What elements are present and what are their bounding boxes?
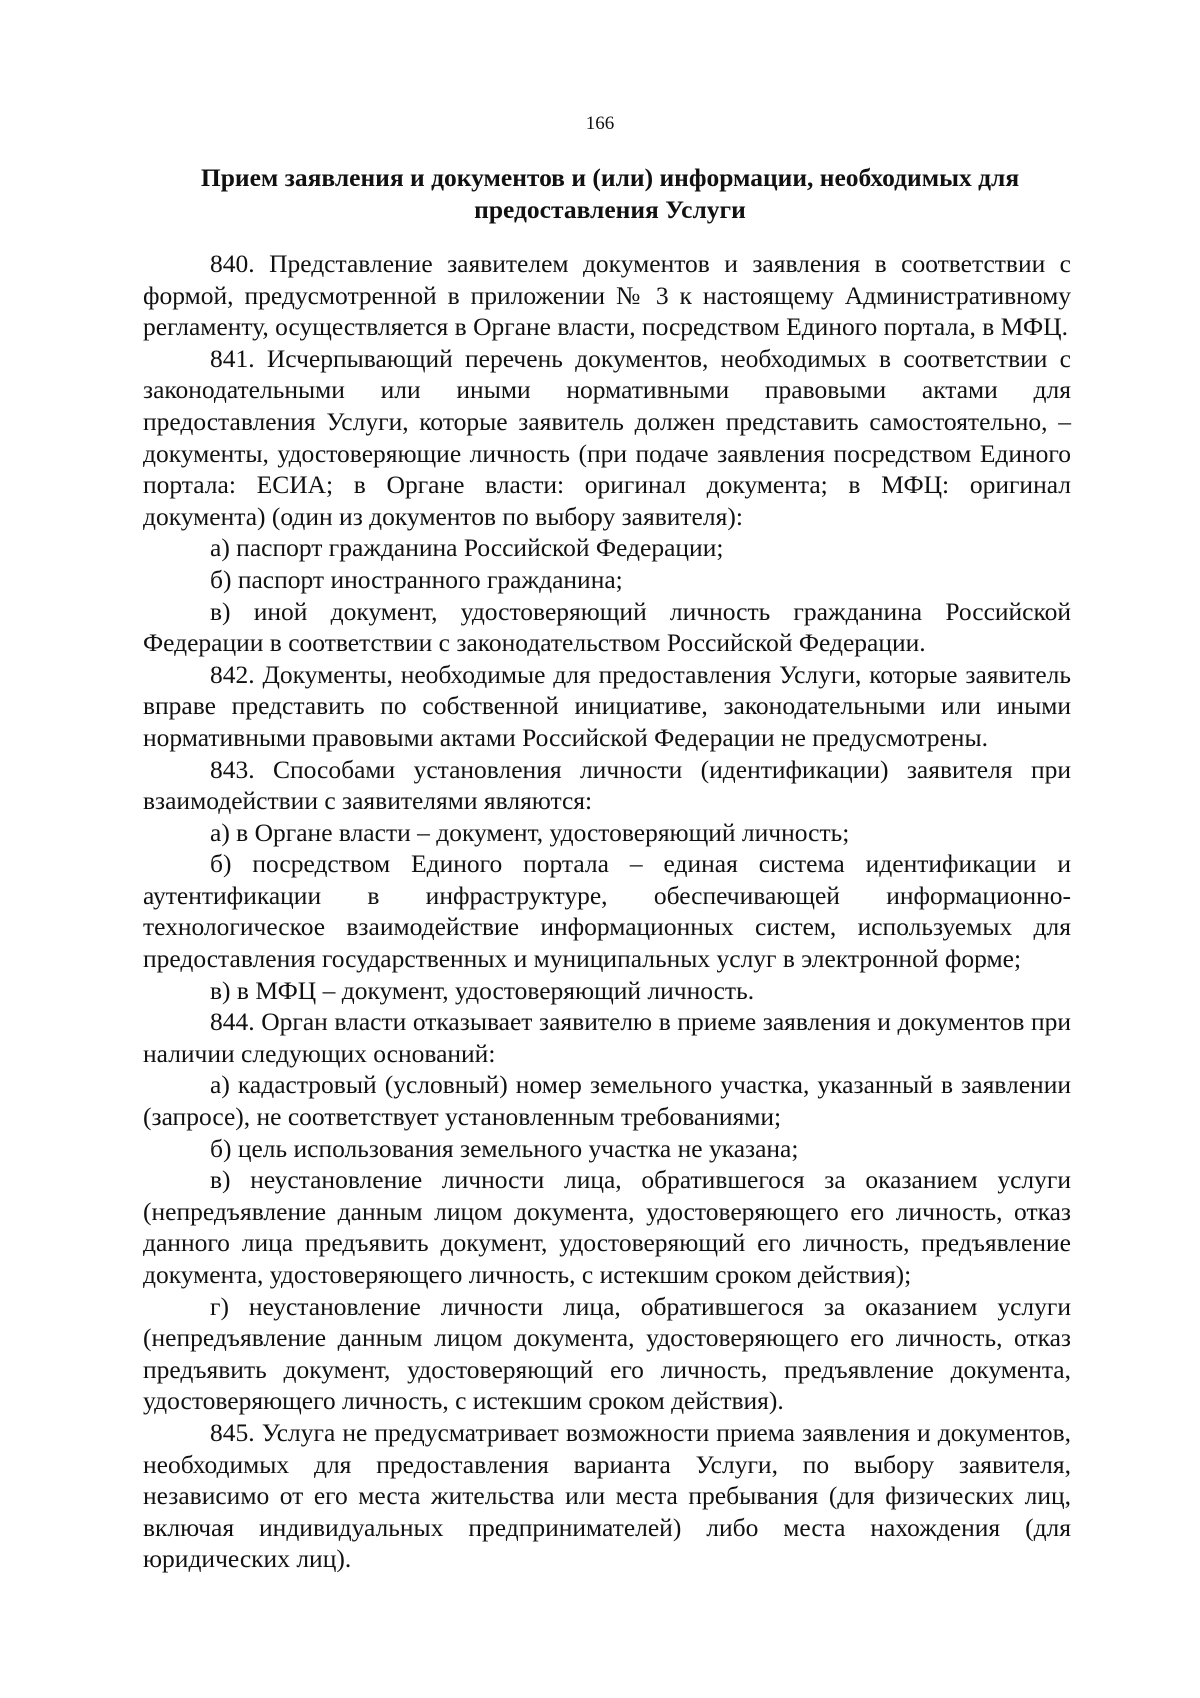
list-item-841-b: б) паспорт иностранного гражданина;	[210, 564, 623, 594]
list-item-843-b: б) посредством Единого портала – единая система идентификации и аутентификации в инфраструктуре, обеспечивающей информационно-технологическое взаимодействие информационных систем, используемых для предоставления государственных и муниципальных услуг в электронной форме;	[143, 849, 1071, 974]
list-item-843-v: в) в МФЦ – документ, удостоверяющий личность.	[210, 975, 755, 1005]
list-item-844-v: в) неустановление личности лица, обратившегося за оказанием услуги (непредъявление данным лицом документа, удостоверяющего его личность, отказ данного лица предъявить документ, удостоверяющий его личность, предъявление документа, удостоверяющего личность, с истекшим сроком действия);	[143, 1165, 1071, 1289]
list-item-844-a: а) кадастровый (условный) номер земельного участка, указанный в заявлении (запросе), не соответствует установленным требованиями;	[143, 1070, 1071, 1132]
paragraph-840: 840. Представление заявителем документов и заявления в соответствии с формой, предусмотренной в приложении № 3 к настоящему Административному регламенту, осуществляется в Органе власти, посредством Единого портала, в МФЦ.	[143, 249, 1071, 342]
paragraph-843: 843. Способами установления личности (идентификации) заявителя при взаимодействии с заявителями являются:	[143, 754, 1071, 816]
list-item-843-a: а) в Органе власти – документ, удостоверяющий личность;	[210, 817, 850, 847]
list-item-844-b: б) цель использования земельного участка не указана;	[210, 1133, 799, 1163]
document-body	[143, 248, 1071, 1575]
paragraph-841: 841. Исчерпывающий перечень документов, необходимых в соответствии с законодательными или иными нормативными правовыми актами для предоставления Услуги, которые заявитель должен представить самостоятельно, – документы, удостоверяющие личность (при подаче заявления посредством Единого портала: ЕСИА; в Органе власти: оригинал документа; в МФЦ: оригинал документа) (один из документов по выбору заявителя):	[143, 343, 1071, 531]
list-item-844-g: г) неустановление личности лица, обратившегося за оказанием услуги (непредъявление данным лицом документа, удостоверяющего его личность, отказ предъявить документ, удостоверяющий его личность, предъявление документа, удостоверяющего личность, с истекшим сроком действия).	[143, 1291, 1071, 1416]
list-item-841-a: а) паспорт гражданина Российской Федерации;	[210, 533, 724, 563]
list-item-841-v: в) иной документ, удостоверяющий личность гражданина Российской Федерации в соответствии с законодательством Российской Федерации.	[143, 596, 1071, 658]
paragraph-844: 844. Орган власти отказывает заявителю в приеме заявления и документов при наличии следующих оснований:	[143, 1007, 1071, 1068]
section-heading: Прием заявления и документов и (или) информации, необходимых для предоставления Услуги	[200, 163, 1020, 224]
page-number: 166	[585, 113, 615, 134]
paragraph-845: 845. Услуга не предусматривает возможности приема заявления и документов, необходимых для предоставления варианта Услуги, по выбору заявителя, независимо от его места жительства или места пребывания (для физических лиц, включая индивидуальных предпринимателей) либо места нахождения (для юридических лиц).	[143, 1417, 1071, 1574]
paragraph-842: 842. Документы, необходимые для предоставления Услуги, которые заявитель вправе представить по собственной инициативе, законодательными или иными нормативными правовыми актами Российской Федерации не предусмотрены.	[143, 659, 1071, 752]
